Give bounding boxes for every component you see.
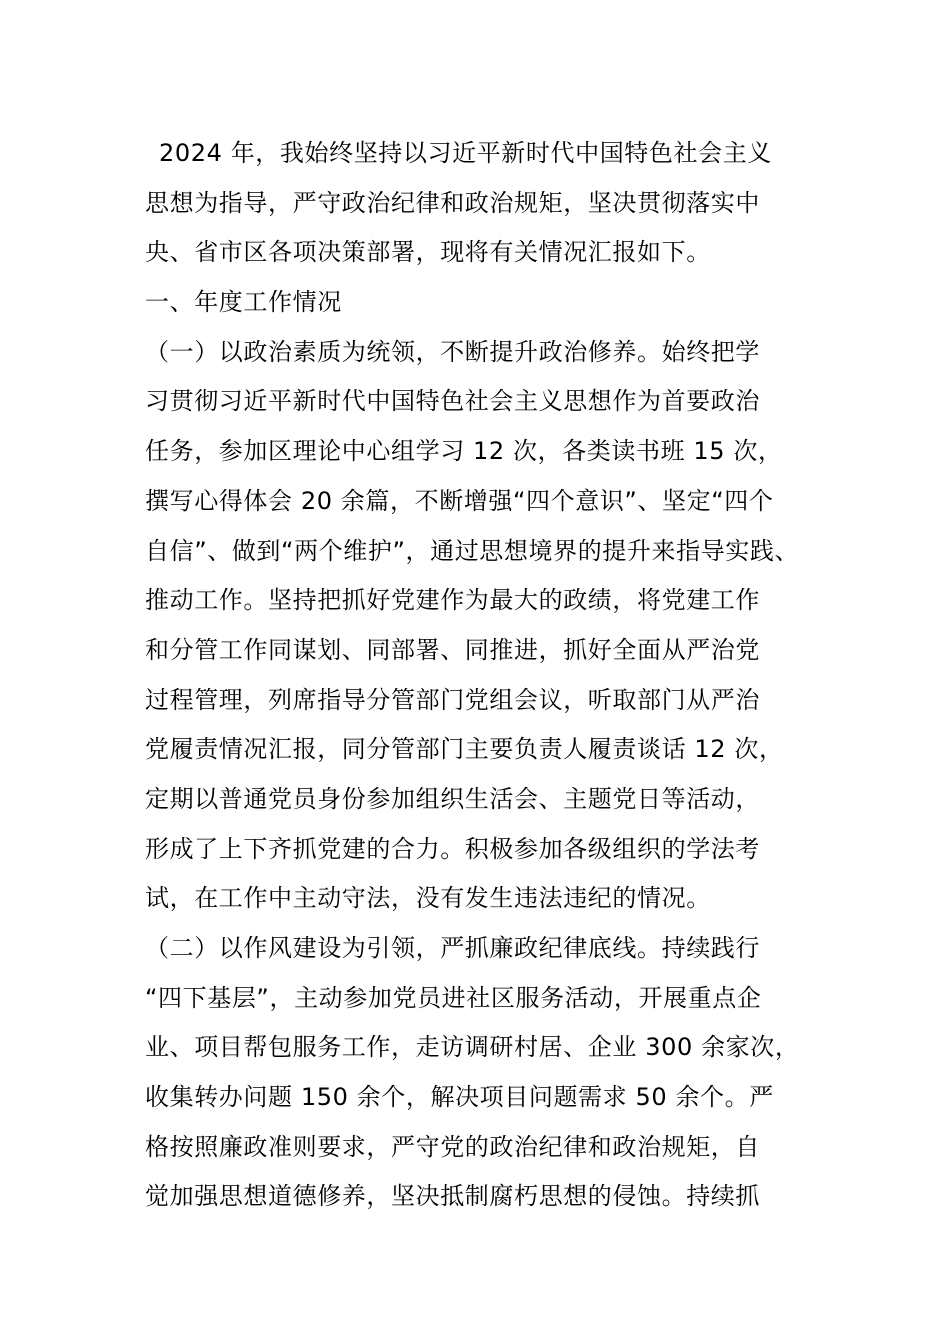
part-2-paragraph (145, 924, 835, 1222)
text-line: 思想为指导，严守政治纪律和政治规矩，坚决贯彻落实中 (145, 188, 760, 217)
text-line: 任务，参加区理论中心组学习 12 次，各类读书班 15 次， (145, 437, 783, 466)
part-1-paragraph (145, 328, 835, 924)
intro-paragraph (145, 129, 835, 278)
text-line: 定期以普通党员身份参加组织生活会、主题党日等活动， (145, 784, 760, 813)
text-line: 收集转办问题 150 余个，解决项目问题需求 50 余个。严 (145, 1083, 774, 1112)
text-line: 自信”、做到“两个维护”，通过思想境界的提升来指导实践、 (145, 536, 800, 565)
text-line: 撰写心得体会 20 余篇，不断增强“四个意识”、坚定“四个 (145, 486, 774, 515)
text-line: 和分管工作同谋划、同部署、同推进，抓好全面从严治党 (145, 635, 760, 664)
text-line: 试，在工作中主动守法，没有发生违法违纪的情况。 (145, 884, 711, 913)
text-line: “四下基层”，主动参加党员进社区服务活动，开展重点企 (145, 983, 762, 1012)
text-line: 格按照廉政准则要求，严守党的政治纪律和政治规矩，自 (145, 1132, 760, 1161)
text-line: （一）以政治素质为统领，不断提升政治修养。始终把学 (145, 337, 760, 366)
text-line: 形成了上下齐抓党建的合力。积极参加各级组织的学法考 (145, 834, 760, 863)
text-line: 2024 年，我始终坚持以习近平新时代中国特色社会主义 (159, 139, 772, 167)
text-line: 觉加强思想道德修养，坚决抵制腐朽思想的侵蚀。持续抓 (145, 1182, 760, 1211)
text-line: 习贯彻习近平新时代中国特色社会主义思想作为首要政治 (145, 387, 760, 416)
text-line: 党履责情况汇报，同分管部门主要负责人履责谈话 12 次， (145, 735, 784, 764)
text-line: 业、项目帮包服务工作，走访调研村居、企业 300 余家次， (145, 1033, 800, 1062)
section-heading: 一、年度工作情况 (145, 288, 342, 317)
text-line: （二）以作风建设为引领，严抓廉政纪律底线。持续践行 (145, 934, 760, 962)
text-line: 过程管理，列席指导分管部门党组会议，听取部门从严治 (145, 685, 760, 714)
text-line: 央、省市区各项决策部署，现将有关情况汇报如下。 (145, 238, 711, 267)
text-line: 推动工作。坚持把抓好党建作为最大的政绩，将党建工作 (145, 586, 760, 615)
document-body (145, 129, 835, 1222)
